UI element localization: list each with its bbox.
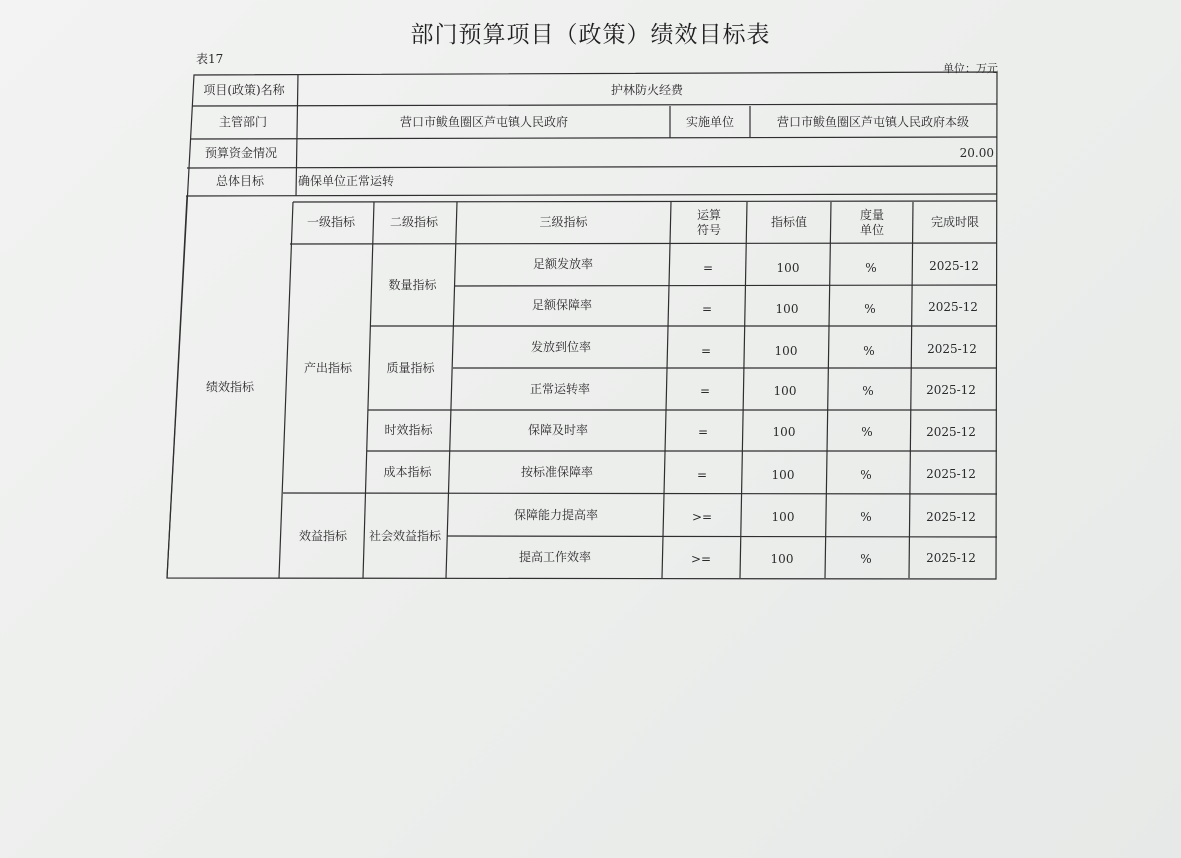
group-benefit: 效益指标 <box>298 528 347 543</box>
col-l3: 三级指标 <box>539 215 588 229</box>
sub-cost: 成本指标 <box>383 464 432 479</box>
budget-value: 20.00 <box>959 145 994 160</box>
row-4-op: = <box>699 383 711 398</box>
row-6-op: = <box>696 467 708 482</box>
row-8-deadline: 2025-12 <box>926 551 976 565</box>
table-number: 表17 <box>196 52 224 66</box>
row-1-name: 足额发放率 <box>532 257 593 271</box>
page-title: 部门预算项目（政策）绩效目标表 <box>410 22 771 48</box>
row-7-name: 保障能力提高率 <box>513 507 598 522</box>
row-7-unit: % <box>860 509 872 524</box>
row-2-unit: % <box>864 302 876 316</box>
dept-label: 主管部门 <box>218 114 267 129</box>
row-8-op: >= <box>690 552 712 566</box>
row-5-name: 保障及时率 <box>527 423 588 437</box>
col-unit: 度量 单位 <box>859 207 884 237</box>
perf-label: 绩效指标 <box>205 379 254 394</box>
row-5-op: = <box>697 425 709 439</box>
row-8-name: 提高工作效率 <box>518 550 591 564</box>
row-2-value: 100 <box>775 302 799 316</box>
impl-label: 实施单位 <box>685 114 734 129</box>
row-1-deadline: 2025-12 <box>929 259 979 273</box>
impl-value: 营口市鲅鱼圈区芦屯镇人民政府本级 <box>776 114 969 129</box>
row-4-name: 正常运转率 <box>529 381 590 396</box>
row-3-unit: % <box>863 343 875 358</box>
project-name-label: 项目(政策)名称 <box>203 83 285 97</box>
row-7-op: >= <box>691 509 713 524</box>
col-l1: 一级指标 <box>306 215 355 229</box>
project-name: 护林防火经费 <box>610 83 683 97</box>
row-1-value: 100 <box>776 261 800 275</box>
row-2-deadline: 2025-12 <box>928 300 978 314</box>
col-value: 指标值 <box>770 215 807 229</box>
row-7-value: 100 <box>771 509 795 524</box>
row-6-name: 按标准保障率 <box>520 464 593 479</box>
row-6-deadline: 2025-12 <box>926 466 976 481</box>
row-2-name: 足额保障率 <box>531 298 592 312</box>
col-l2: 二级指标 <box>389 215 438 229</box>
goal-value: 确保单位正常运转 <box>298 174 395 188</box>
row-3-deadline: 2025-12 <box>927 341 977 356</box>
budget-label: 预算资金情况 <box>204 145 277 160</box>
row-2-op: = <box>701 302 713 316</box>
row-5-value: 100 <box>772 425 796 439</box>
col-deadline: 完成时限 <box>930 215 979 229</box>
row-1-unit: % <box>865 261 877 275</box>
row-6-value: 100 <box>771 467 795 482</box>
row-8-unit: % <box>860 552 872 566</box>
col-op: 运算 符号 <box>696 207 721 237</box>
row-3-value: 100 <box>774 343 798 358</box>
group-output: 产出指标 <box>303 361 352 375</box>
row-5-deadline: 2025-12 <box>926 425 976 439</box>
row-4-value: 100 <box>773 383 797 398</box>
unit-label: 单位：万元 <box>943 62 998 75</box>
row-3-op: = <box>700 343 712 358</box>
sub-quality: 质量指标 <box>386 360 435 375</box>
sub-social: 社会效益指标 <box>368 528 441 543</box>
row-4-unit: % <box>862 383 874 398</box>
sub-timeliness: 时效指标 <box>384 423 433 437</box>
row-3-name: 发放到位率 <box>530 339 591 354</box>
dept-value: 营口市鲅鱼圈区芦屯镇人民政府 <box>399 114 568 129</box>
row-5-unit: % <box>861 425 873 439</box>
row-8-value: 100 <box>770 552 794 566</box>
row-6-unit: % <box>860 467 872 482</box>
row-7-deadline: 2025-12 <box>926 509 976 524</box>
sub-quantity: 数量指标 <box>388 277 437 292</box>
row-4-deadline: 2025-12 <box>926 382 976 397</box>
goal-label: 总体目标 <box>215 174 264 188</box>
row-1-op: = <box>702 261 714 275</box>
